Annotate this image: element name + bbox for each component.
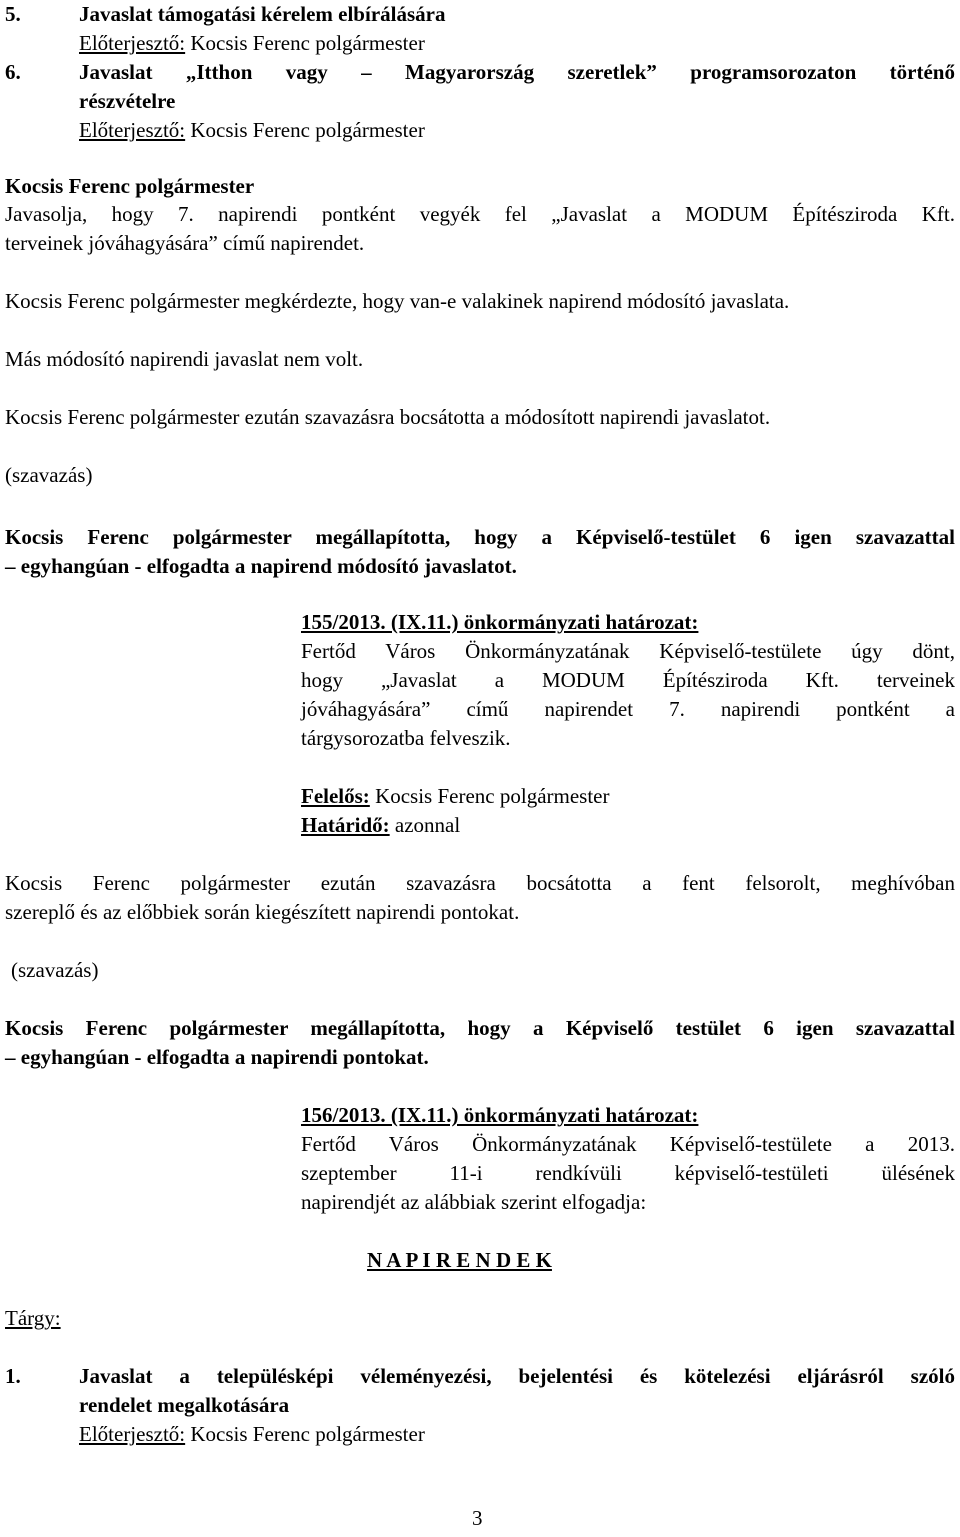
vote-marker: (szavazás) (11, 958, 99, 982)
proposal-text: Javasolja, hogy 7. napirendi pontként vegyék fel „Javaslat a MODUM Építésziroda Kft. (5, 202, 955, 226)
presenter-line (79, 29, 955, 58)
presenter-label: Előterjesztő: (79, 31, 186, 55)
deadline-line (301, 811, 955, 840)
resolution-heading: 156/2013. (IX.11.) önkormányzati határozat: (301, 1103, 699, 1127)
subject-label: Tárgy: (5, 1306, 61, 1330)
resolution-text: jóváhagyására” című napirendet 7. napirendi pontként a (301, 697, 955, 721)
vote-call-paragraph: Kocsis Ferenc polgármester ezután szavazásra bocsátotta a fent felsorolt, meghívóban (5, 871, 955, 895)
presenter-name: Kocsis Ferenc polgármester (185, 31, 425, 55)
item-title: Javaslat támogatási kérelem elbírálására (79, 2, 446, 26)
result-paragraph: Kocsis Ferenc polgármester megállapította, hogy a Képviselő testület 6 igen szavazattal (5, 1016, 955, 1040)
item-title-cont: részvételre (79, 89, 176, 113)
vote-call-paragraph: Kocsis Ferenc polgármester ezután szavazásra bocsátotta a módosított napirendi javaslatot. (5, 405, 771, 429)
deadline-value: azonnal (389, 813, 461, 837)
no-other-paragraph: Más módosító napirendi javaslat nem volt. (5, 347, 364, 371)
resolution-text: hogy „Javaslat a MODUM Építésziroda Kft. terveinek (301, 668, 955, 692)
resolution-text: Fertőd Város Önkormányzatának Képviselő-testülete a 2013. (301, 1132, 955, 1156)
item-title: Javaslat „Itthon vagy – Magyarország szeretlek” programsorozaton történő (79, 60, 955, 84)
resolution-text: szeptember 11-i rendkívüli képviselő-testületi ülésének (301, 1161, 955, 1185)
agenda-item-number: 1. (5, 1364, 21, 1388)
resolution-heading: 155/2013. (IX.11.) önkormányzati határozat: (301, 610, 699, 634)
agenda-item-title-cont: rendelet megalkotására (79, 1393, 290, 1417)
result-paragraph-cont: – egyhangúan - elfogadta a napirend módosító javaslatot. (5, 554, 517, 578)
speaker-heading: Kocsis Ferenc polgármester (5, 174, 255, 198)
resolution-text: napirendjét az alábbiak szerint elfogadja: (301, 1190, 647, 1214)
resolution-text: Fertőd Város Önkormányzatának Képviselő-testülete úgy dönt, (301, 639, 955, 663)
result-paragraph-cont: – egyhangúan - elfogadta a napirendi pontokat. (5, 1045, 429, 1069)
presenter-name: Kocsis Ferenc polgármester (185, 118, 425, 142)
presenter-name: Kocsis Ferenc polgármester (185, 1422, 425, 1446)
presenter-line (79, 116, 955, 145)
presenter-line (79, 1420, 955, 1449)
deadline-label: Határidő: (301, 813, 390, 837)
question-paragraph: Kocsis Ferenc polgármester megkérdezte, hogy van-e valakinek napirend módosító javaslata. (5, 289, 790, 313)
item-number: 5. (5, 2, 21, 26)
responsible-label: Felelős: (301, 784, 370, 808)
page-number: 3 (472, 1506, 483, 1530)
vote-call-paragraph-cont: szereplő és az előbbiek során kiegészített napirendi pontokat. (5, 900, 520, 924)
agenda-item-title: Javaslat a településképi véleményezési, bejelentési és kötelezési eljárásról szóló (79, 1364, 955, 1388)
responsible-line (301, 782, 955, 811)
presenter-label: Előterjesztő: (79, 118, 186, 142)
presenter-label: Előterjesztő: (79, 1422, 186, 1446)
proposal-text-cont: terveinek jóváhagyására” című napirendet. (5, 231, 365, 255)
vote-marker: (szavazás) (5, 463, 93, 487)
item-number: 6. (5, 60, 21, 84)
resolution-text: tárgysorozatba felveszik. (301, 726, 511, 750)
responsible-name: Kocsis Ferenc polgármester (369, 784, 610, 808)
result-paragraph: Kocsis Ferenc polgármester megállapította, hogy a Képviselő-testület 6 igen szavazattal (5, 525, 955, 549)
agenda-title: N A P I R E N D E K (367, 1248, 552, 1272)
